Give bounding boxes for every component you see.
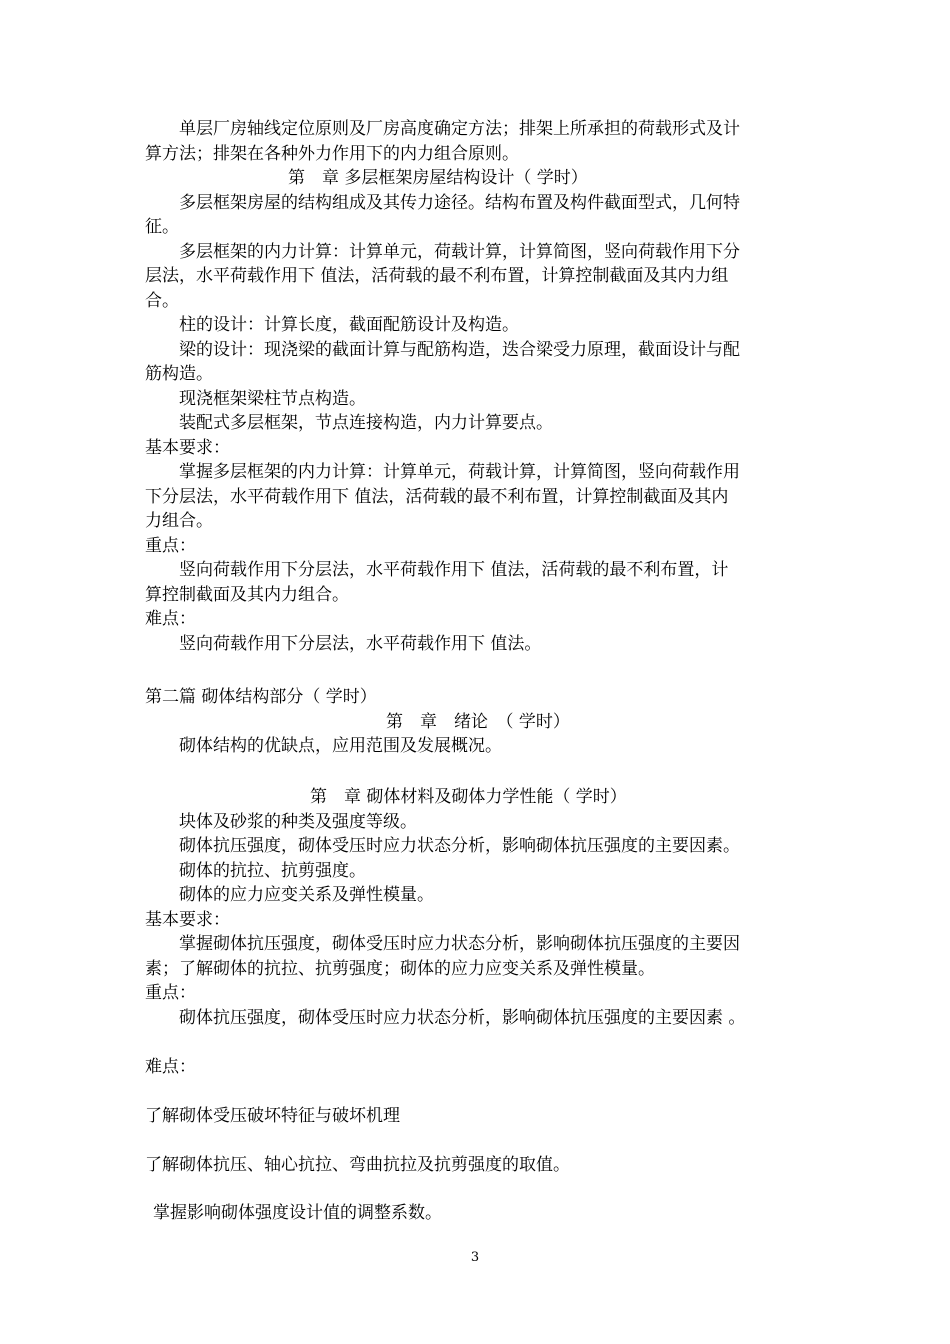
text-line: 算方法；排架在各种外力作用下的内力组合原则。 (145, 144, 519, 164)
text-line: 力组合。 (145, 511, 213, 531)
text-line: 砌体的抗拉、抗剪强度。 (179, 861, 366, 881)
text-line: 了解砌体抗压、轴心抗拉、弯曲抗拉及抗剪强度的取值。 (145, 1155, 570, 1175)
section-label: 难点： (145, 1057, 196, 1077)
text-line: 多层框架的内力计算：计算单元，荷载计算，计算简图，竖向荷载作用下分 (179, 242, 740, 262)
text-line: 掌握多层框架的内力计算：计算单元，荷载计算，计算简图，竖向荷载作用 (179, 462, 740, 482)
text-line: 柱的设计：计算长度，截面配筋设计及构造。 (179, 315, 519, 335)
chapter-heading: 第 章 多层框架房屋结构设计（ 学时） (288, 168, 588, 188)
section-label: 重点： (145, 536, 196, 556)
text-line: 了解砌体受压破坏特征与破坏机理 (145, 1106, 400, 1126)
text-line: 单层厂房轴线定位原则及厂房高度确定方法；排架上所承担的荷载形式及计 (179, 119, 740, 139)
text-line: 下分层法，水平荷载作用下 值法，活荷载的最不利布置，计算控制截面及其内 (145, 487, 729, 507)
text-line: 征。 (145, 217, 179, 237)
text-line: 砌体的应力应变关系及弹性模量。 (179, 885, 434, 905)
text-line: 竖向荷载作用下分层法，水平荷载作用下 值法，活荷载的最不利布置，计 (179, 560, 729, 580)
page-number: 3 (470, 1250, 480, 1265)
text-line: 筋构造。 (145, 364, 213, 384)
text-line: 掌握砌体抗压强度，砌体受压时应力状态分析，影响砌体抗压强度的主要因 (179, 934, 740, 954)
chapter-heading: 第 章 绪论 （ 学时） (386, 712, 570, 732)
text-line: 层法，水平荷载作用下 值法，活荷载的最不利布置，计算控制截面及其内力组 (145, 266, 729, 286)
text-line: 砌体结构的优缺点，应用范围及发展概况。 (179, 736, 502, 756)
text-line: 竖向荷载作用下分层法，水平荷载作用下 值法。 (179, 634, 542, 654)
text-line: 块体及砂浆的种类及强度等级。 (179, 812, 417, 832)
text-line: 装配式多层框架，节点连接构造，内力计算要点。 (179, 413, 553, 433)
text-line: 合。 (145, 291, 179, 311)
text-line: 砌体抗压强度，砌体受压时应力状态分析，影响砌体抗压强度的主要因素 。 (179, 1008, 746, 1028)
text-line: 素；了解砌体的抗拉、抗剪强度；砌体的应力应变关系及弹性模量。 (145, 959, 655, 979)
text-line: 梁的设计：现浇梁的截面计算与配筋构造，迭合梁受力原理，截面设计与配 (179, 340, 740, 360)
section-label: 基本要求： (145, 438, 230, 458)
text-line: 算控制截面及其内力组合。 (145, 585, 349, 605)
text-line: 现浇框架梁柱节点构造。 (179, 389, 366, 409)
chapter-heading: 第 章 砌体材料及砌体力学性能（ 学时） (310, 787, 627, 807)
section-label: 难点： (145, 609, 196, 629)
section-label: 基本要求： (145, 910, 230, 930)
text-line: 多层框架房屋的结构组成及其传力途径。结构布置及构件截面型式，几何特 (179, 193, 740, 213)
text-line: 掌握影响砌体强度设计值的调整系数。 (153, 1203, 442, 1223)
section-label: 重点： (145, 983, 196, 1003)
text-line: 砌体抗压强度，砌体受压时应力状态分析，影响砌体抗压强度的主要因素。 (179, 836, 740, 856)
part-heading: 第二篇 砌体结构部分（ 学时） (145, 687, 377, 707)
